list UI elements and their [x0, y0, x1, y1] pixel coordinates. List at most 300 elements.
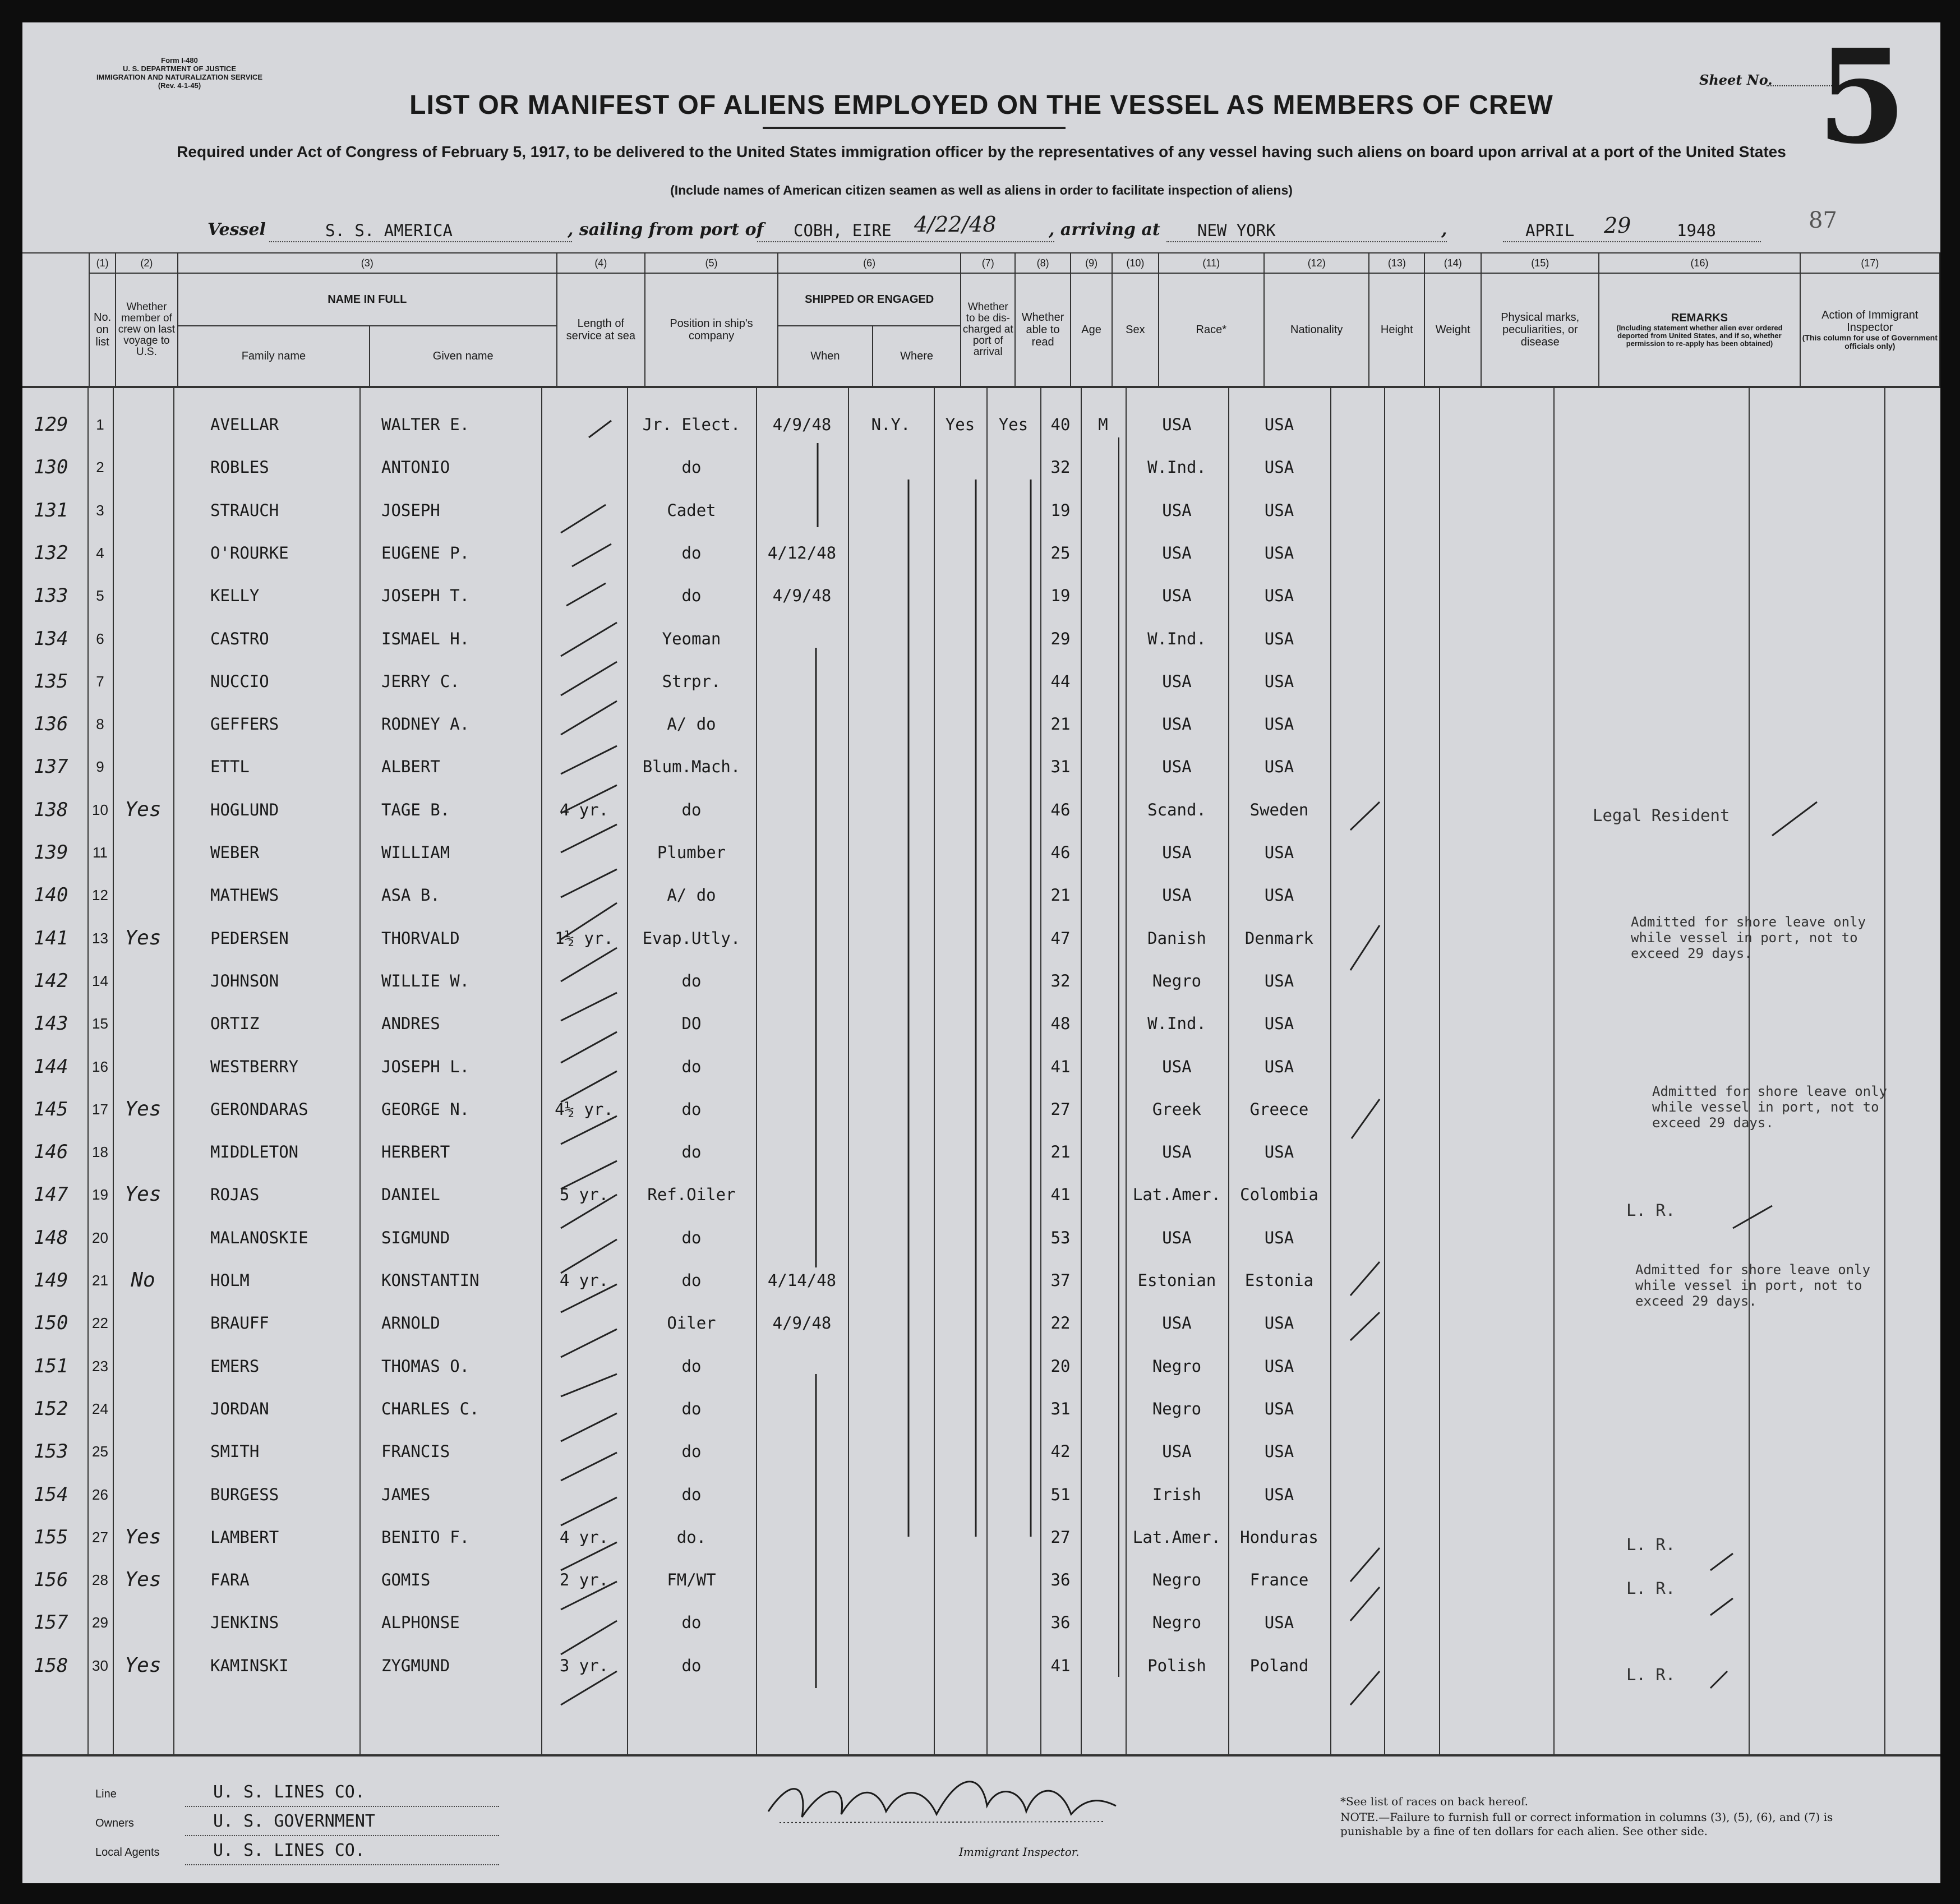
position: Ref.Oiler — [647, 1185, 736, 1205]
last-voyage: Yes — [124, 926, 162, 949]
position: do — [681, 1057, 702, 1076]
race: Negro — [1152, 971, 1202, 990]
arrival-day: 29 — [1604, 213, 1631, 238]
family-name: FARA — [210, 1570, 250, 1590]
col15-number: (15) — [1481, 253, 1599, 273]
family-name: ORTIZ — [210, 1014, 260, 1034]
col7-header: Whether to be dis-charged at port of arrival — [961, 273, 1015, 386]
service-length: 4 yr. — [559, 800, 609, 819]
race: USA — [1162, 586, 1192, 606]
position: Yeoman — [662, 629, 721, 648]
list-number: 10 — [92, 801, 108, 818]
agents-line — [185, 1864, 499, 1865]
col3-number: (3) — [178, 253, 557, 273]
nationality: USA — [1264, 500, 1294, 520]
remark-row-30: L. R. — [1626, 1665, 1676, 1684]
service-length: 3 yr. — [559, 1656, 609, 1675]
col5-header: Position in ship's company — [645, 273, 778, 386]
given-name: EUGENE P. — [381, 543, 470, 563]
shipped-when: 4/14/48 — [767, 1271, 837, 1290]
shipping-line: U. S. LINES CO. — [213, 1782, 365, 1802]
check-mark — [561, 1071, 617, 1102]
age: 21 — [1050, 886, 1071, 905]
margin-number: 158 — [34, 1654, 68, 1677]
family-name: AVELLAR — [210, 415, 279, 434]
penalty-note: NOTE.—Failure to furnish full or correct information in columns (3), (5), (6), and (7) is punishable by a fine of ten dollars for each alien. See other side. — [1340, 1810, 1833, 1838]
position: do — [681, 1356, 702, 1376]
list-number: 6 — [96, 630, 104, 647]
list-number: 11 — [93, 844, 108, 861]
margin-number: 157 — [34, 1611, 68, 1634]
last-voyage: Yes — [124, 1097, 162, 1121]
race: Negro — [1152, 1399, 1202, 1418]
shipped-when: 4/12/48 — [767, 543, 837, 563]
family-name: JENKINS — [210, 1613, 279, 1633]
check-mark — [1350, 1587, 1380, 1621]
position: Strpr. — [662, 671, 721, 691]
family-name: STRAUCH — [210, 500, 279, 520]
list-number: 16 — [92, 1058, 108, 1075]
age: 20 — [1050, 1356, 1071, 1376]
family-name: KELLY — [210, 586, 260, 606]
position: do. — [676, 1527, 707, 1547]
sheet-number-label: Sheet No. — [1699, 72, 1773, 88]
list-number: 7 — [96, 672, 104, 690]
check-mark — [561, 1453, 617, 1481]
age: 19 — [1050, 586, 1071, 606]
last-voyage: Yes — [124, 797, 162, 821]
check-mark — [1710, 1553, 1733, 1570]
age: 19 — [1050, 500, 1071, 520]
race: USA — [1162, 1057, 1192, 1076]
given-name: WILLIE W. — [381, 971, 470, 990]
age: 27 — [1050, 1527, 1071, 1547]
position: do — [681, 1399, 702, 1418]
margin-header-lower — [22, 326, 89, 386]
family-name: MALANOSKIE — [210, 1228, 308, 1247]
nationality: USA — [1264, 586, 1294, 606]
margin-number: 135 — [34, 670, 68, 693]
list-number: 21 — [92, 1272, 108, 1289]
col16-number: (16) — [1599, 253, 1800, 273]
margin-number: 154 — [34, 1483, 68, 1506]
agents-label: Local Agents — [95, 1846, 160, 1859]
family-name-header: Family name — [178, 326, 370, 386]
service-length: 2 yr. — [559, 1570, 609, 1590]
age: 21 — [1050, 714, 1071, 734]
race: Negro — [1152, 1356, 1202, 1376]
age: 51 — [1050, 1485, 1071, 1504]
age: 36 — [1050, 1570, 1071, 1590]
family-name: BRAUFF — [210, 1313, 269, 1333]
departure-port: COBH, EIRE — [794, 221, 892, 240]
col9-header: Age — [1071, 273, 1112, 386]
check-mark — [561, 1621, 617, 1654]
family-name: MIDDLETON — [210, 1142, 299, 1162]
col10-number: (10) — [1112, 253, 1158, 273]
col11-header: Race* — [1159, 273, 1264, 386]
col14-number: (14) — [1424, 253, 1481, 273]
position: do — [681, 586, 702, 606]
col12-number: (12) — [1264, 253, 1369, 273]
age: 22 — [1050, 1313, 1071, 1333]
list-number: 9 — [96, 758, 104, 776]
check-mark — [589, 421, 611, 437]
col4-header: Length of service at sea — [557, 273, 645, 386]
col11-number: (11) — [1159, 253, 1264, 273]
family-name: PEDERSEN — [210, 928, 289, 948]
list-number: 30 — [92, 1657, 108, 1674]
remark-row-21: Admitted for shore leave only while vessel in port, not to exceed 29 days. — [1635, 1262, 1871, 1309]
check-mark — [561, 505, 606, 533]
given-name: HERBERT — [381, 1142, 450, 1162]
age: 48 — [1050, 1014, 1071, 1034]
family-name: ROJAS — [210, 1185, 260, 1205]
given-name: THOMAS O. — [381, 1356, 470, 1376]
port-date: 4/22/48 — [914, 212, 997, 237]
check-mark — [561, 824, 617, 852]
given-name: SIGMUND — [381, 1228, 450, 1247]
nationality: USA — [1264, 886, 1294, 905]
arriving-label: , arriving at — [1049, 220, 1160, 239]
margin-number: 153 — [34, 1440, 68, 1463]
col2-header: Whether member of crew on last voyage to U.S. — [116, 273, 178, 386]
position: Oiler — [667, 1313, 716, 1333]
race: Lat.Amer. — [1132, 1527, 1221, 1547]
last-voyage: Yes — [124, 1183, 162, 1206]
nationality: USA — [1264, 843, 1294, 862]
race: Lat.Amer. — [1132, 1185, 1221, 1205]
race: Estonian — [1137, 1271, 1216, 1290]
col9-number: (9) — [1071, 253, 1112, 273]
family-name: WEBER — [210, 843, 260, 862]
given-name: JOSEPH T. — [381, 586, 470, 606]
check-mark — [572, 544, 611, 566]
action-title: Action of Immigrant Inspector — [1821, 309, 1919, 334]
position: do — [681, 543, 702, 563]
date-line — [1503, 240, 1761, 242]
arrival-port: NEW YORK — [1197, 221, 1276, 240]
race: USA — [1162, 671, 1192, 691]
check-mark — [561, 1671, 617, 1705]
nationality: USA — [1264, 1399, 1294, 1418]
check-mark — [561, 1032, 617, 1063]
inspector-signature — [757, 1761, 1127, 1840]
position: do — [681, 1656, 702, 1675]
col13-header: Height — [1369, 273, 1424, 386]
check-mark — [561, 1413, 617, 1441]
check-mark — [561, 662, 617, 695]
service-length: 4½ yr. — [555, 1099, 614, 1119]
check-mark — [561, 948, 617, 981]
list-number: 20 — [92, 1229, 108, 1246]
family-name: LAMBERT — [210, 1527, 279, 1547]
revision: (Rev. 4-1-45) — [158, 81, 201, 90]
remark-row-17: Admitted for shore leave only while vessel in port, not to exceed 29 days. — [1652, 1084, 1888, 1131]
race: Greek — [1152, 1099, 1202, 1119]
col17-number: (17) — [1800, 253, 1940, 273]
list-number: 25 — [92, 1443, 108, 1460]
list-number: 24 — [92, 1400, 108, 1417]
nationality: USA — [1264, 1485, 1294, 1504]
check-mark — [561, 746, 617, 774]
margin-number: 143 — [34, 1012, 68, 1035]
line-label: Line — [95, 1788, 117, 1800]
margin-number: 137 — [34, 755, 68, 778]
service-length: 4 yr. — [559, 1271, 609, 1290]
family-name: ETTL — [210, 757, 250, 777]
list-number: 23 — [92, 1357, 108, 1375]
subnote: (Include names of American citizen seamen as well as aliens in order to facilitate inspection of aliens) — [670, 183, 1293, 197]
form-number: Form I-480 — [161, 56, 198, 64]
age: 32 — [1050, 458, 1071, 477]
position: A/ do — [667, 714, 716, 734]
margin-number: 142 — [34, 969, 68, 992]
nationality: USA — [1264, 1014, 1294, 1034]
family-name: ROBLES — [210, 458, 269, 477]
race: USA — [1162, 543, 1192, 563]
nationality: USA — [1264, 458, 1294, 477]
age: 27 — [1050, 1099, 1071, 1119]
age: 41 — [1050, 1656, 1071, 1675]
check-mark — [561, 869, 617, 897]
list-number: 17 — [92, 1100, 108, 1118]
position: do — [681, 1485, 702, 1504]
list-number: 29 — [92, 1614, 108, 1631]
check-mark — [1350, 1262, 1380, 1296]
race: Scand. — [1147, 800, 1206, 819]
race: Irish — [1152, 1485, 1202, 1504]
given-name: ANTONIO — [381, 458, 450, 477]
margin-number: 155 — [34, 1525, 68, 1548]
check-mark — [561, 1329, 617, 1357]
race: W.Ind. — [1147, 458, 1206, 477]
position: Jr. Elect. — [642, 415, 741, 434]
owners-line — [185, 1835, 499, 1836]
margin-number: 129 — [34, 413, 68, 436]
position: Evap.Utly. — [642, 928, 741, 948]
check-mark — [561, 1195, 617, 1228]
when-header: When — [778, 326, 873, 386]
shipped-when: 4/9/48 — [772, 586, 832, 606]
position: Plumber — [657, 843, 726, 862]
family-name: WESTBERRY — [210, 1057, 299, 1076]
check-mark — [561, 1239, 617, 1273]
list-number: 2 — [96, 459, 104, 476]
race: USA — [1162, 1313, 1192, 1333]
family-name: EMERS — [210, 1356, 260, 1376]
nationality: Sweden — [1249, 800, 1309, 819]
check-mark — [561, 1284, 617, 1312]
remark-row-27: L. R. — [1626, 1535, 1676, 1554]
check-mark — [1352, 1099, 1380, 1138]
check-mark — [1710, 1671, 1727, 1688]
list-number: 18 — [92, 1144, 108, 1161]
col8-number: (8) — [1015, 253, 1071, 273]
page-stamp: 87 — [1809, 208, 1837, 233]
race: USA — [1162, 757, 1192, 777]
list-number: 13 — [92, 929, 108, 947]
arrival-year: 1948 — [1677, 221, 1716, 240]
date-separator: , — [1441, 220, 1447, 239]
family-name: NUCCIO — [210, 671, 269, 691]
position: do — [681, 1142, 702, 1162]
margin-number: 150 — [34, 1312, 68, 1335]
position: A/ do — [667, 886, 716, 905]
shipped-when: 4/9/48 — [772, 1313, 832, 1333]
check-mark — [1350, 1548, 1380, 1582]
discharged: Yes — [945, 415, 975, 434]
check-mark — [1772, 802, 1817, 836]
nationality: Honduras — [1240, 1527, 1318, 1547]
age: 40 — [1050, 415, 1071, 434]
check-mark — [561, 1497, 617, 1525]
family-name: CASTRO — [210, 629, 269, 648]
margin-number: 144 — [34, 1055, 68, 1078]
service: IMMIGRATION AND NATURALIZATION SERVICE — [96, 73, 263, 81]
age: 44 — [1050, 671, 1071, 691]
check-mark — [561, 993, 617, 1021]
given-name: TAGE B. — [381, 800, 450, 819]
manifest-sheet — [22, 22, 1940, 1883]
given-name: FRANCIS — [381, 1442, 450, 1462]
margin-header — [22, 253, 89, 326]
check-mark — [1710, 1598, 1733, 1615]
nationality: France — [1249, 1570, 1309, 1590]
nationality: Greece — [1249, 1099, 1309, 1119]
given-name: ZYGMUND — [381, 1656, 450, 1675]
list-number: 4 — [96, 544, 104, 561]
position: do — [681, 1099, 702, 1119]
margin-number: 156 — [34, 1569, 68, 1592]
position: Blum.Mach. — [642, 757, 741, 777]
given-name: WILLIAM — [381, 843, 450, 862]
nationality: Denmark — [1244, 928, 1314, 948]
col1-header: No. on list — [89, 273, 115, 386]
col8-header: Whether able to read — [1015, 273, 1071, 386]
col13-number: (13) — [1369, 253, 1424, 273]
check-mark — [561, 623, 617, 656]
given-name: BENITO F. — [381, 1527, 470, 1547]
position: do — [681, 800, 702, 819]
race: USA — [1162, 843, 1192, 862]
col6-header: SHIPPED OR ENGAGED — [778, 273, 961, 326]
race: Negro — [1152, 1570, 1202, 1590]
race: USA — [1162, 886, 1192, 905]
service-length: 1½ yr. — [555, 928, 614, 948]
last-voyage: Yes — [124, 1525, 162, 1548]
port-line — [757, 240, 1054, 242]
race: Danish — [1147, 928, 1206, 948]
col1-number: (1) — [89, 253, 115, 273]
race: Polish — [1147, 1656, 1206, 1675]
age: 53 — [1050, 1228, 1071, 1247]
margin-number: 134 — [34, 627, 68, 650]
given-name: JERRY C. — [381, 671, 460, 691]
age: 29 — [1050, 629, 1071, 648]
service-length: 5 yr. — [559, 1185, 609, 1205]
last-voyage: No — [131, 1269, 155, 1292]
family-name: BURGESS — [210, 1485, 279, 1504]
position: Cadet — [667, 500, 716, 520]
col4-number: (4) — [557, 253, 645, 273]
race: USA — [1162, 714, 1192, 734]
margin-number: 140 — [34, 884, 68, 907]
nationality: Poland — [1249, 1656, 1309, 1675]
nationality: USA — [1264, 714, 1294, 734]
race: W.Ind. — [1147, 629, 1206, 648]
where-header: Where — [873, 326, 961, 386]
age: 21 — [1050, 1142, 1071, 1162]
race: USA — [1162, 1142, 1192, 1162]
given-name: ANDRES — [381, 1014, 440, 1034]
subtitle: Required under Act of Congress of February 5, 1917, to be delivered to the United States immigration officer by the representatives of any vessel having such aliens on board upon arrival at a port of the United States — [177, 143, 1786, 160]
margin-number: 138 — [34, 798, 68, 821]
col15-header: Physical marks, peculiarities, or disease — [1481, 273, 1599, 386]
list-number: 28 — [92, 1571, 108, 1589]
race: USA — [1162, 1228, 1192, 1247]
age: 31 — [1050, 1399, 1071, 1418]
position: do — [681, 1228, 702, 1247]
list-number: 27 — [92, 1528, 108, 1546]
service-length: 4 yr. — [559, 1527, 609, 1547]
local-agents: U. S. LINES CO. — [213, 1841, 365, 1860]
check-mark — [1350, 925, 1380, 970]
remark-row-19: L. R. — [1626, 1201, 1676, 1220]
position: do — [681, 1613, 702, 1633]
col12-header: Nationality — [1264, 273, 1369, 386]
position: do — [681, 458, 702, 477]
list-number: 1 — [96, 416, 104, 433]
col2-number: (2) — [116, 253, 178, 273]
nationality: USA — [1264, 971, 1294, 990]
col6-number: (6) — [778, 253, 961, 273]
given-name: CHARLES C. — [381, 1399, 479, 1418]
family-name: GEFFERS — [210, 714, 279, 734]
family-name: GERONDARAS — [210, 1099, 308, 1119]
margin-number: 141 — [34, 926, 68, 949]
nationality: USA — [1264, 1313, 1294, 1333]
age: 46 — [1050, 800, 1071, 819]
margin-number: 132 — [34, 541, 68, 564]
family-name: HOLM — [210, 1271, 250, 1290]
family-name: SMITH — [210, 1442, 260, 1462]
check-marks — [22, 387, 1940, 1755]
last-voyage: Yes — [124, 1568, 162, 1592]
remarks-subtitle: (Including statement whether alien ever ordered deported from United States, and if so, whether permission to re-apply has been obtained) — [1616, 324, 1783, 348]
family-name: O'ROURKE — [210, 543, 289, 563]
check-mark — [566, 583, 606, 606]
remark-row-10: Legal Resident — [1593, 806, 1730, 825]
given-name: ALPHONSE — [381, 1613, 460, 1633]
given-name: RODNEY A. — [381, 714, 470, 734]
age: 36 — [1050, 1613, 1071, 1633]
sex: M — [1098, 415, 1108, 434]
given-name: DANIEL — [381, 1185, 440, 1205]
margin-number: 151 — [34, 1354, 68, 1377]
given-name: GOMIS — [381, 1570, 431, 1590]
col10-header: Sex — [1112, 273, 1158, 386]
races-note: *See list of races on back hereof. — [1340, 1795, 1529, 1808]
nationality: USA — [1264, 415, 1294, 434]
nationality: USA — [1264, 629, 1294, 648]
department: U. S. DEPARTMENT OF JUSTICE — [123, 64, 236, 73]
nationality: USA — [1264, 1356, 1294, 1376]
margin-number: 149 — [34, 1269, 68, 1292]
given-name: GEORGE N. — [381, 1099, 470, 1119]
position: do — [681, 971, 702, 990]
nationality: Estonia — [1244, 1271, 1314, 1290]
